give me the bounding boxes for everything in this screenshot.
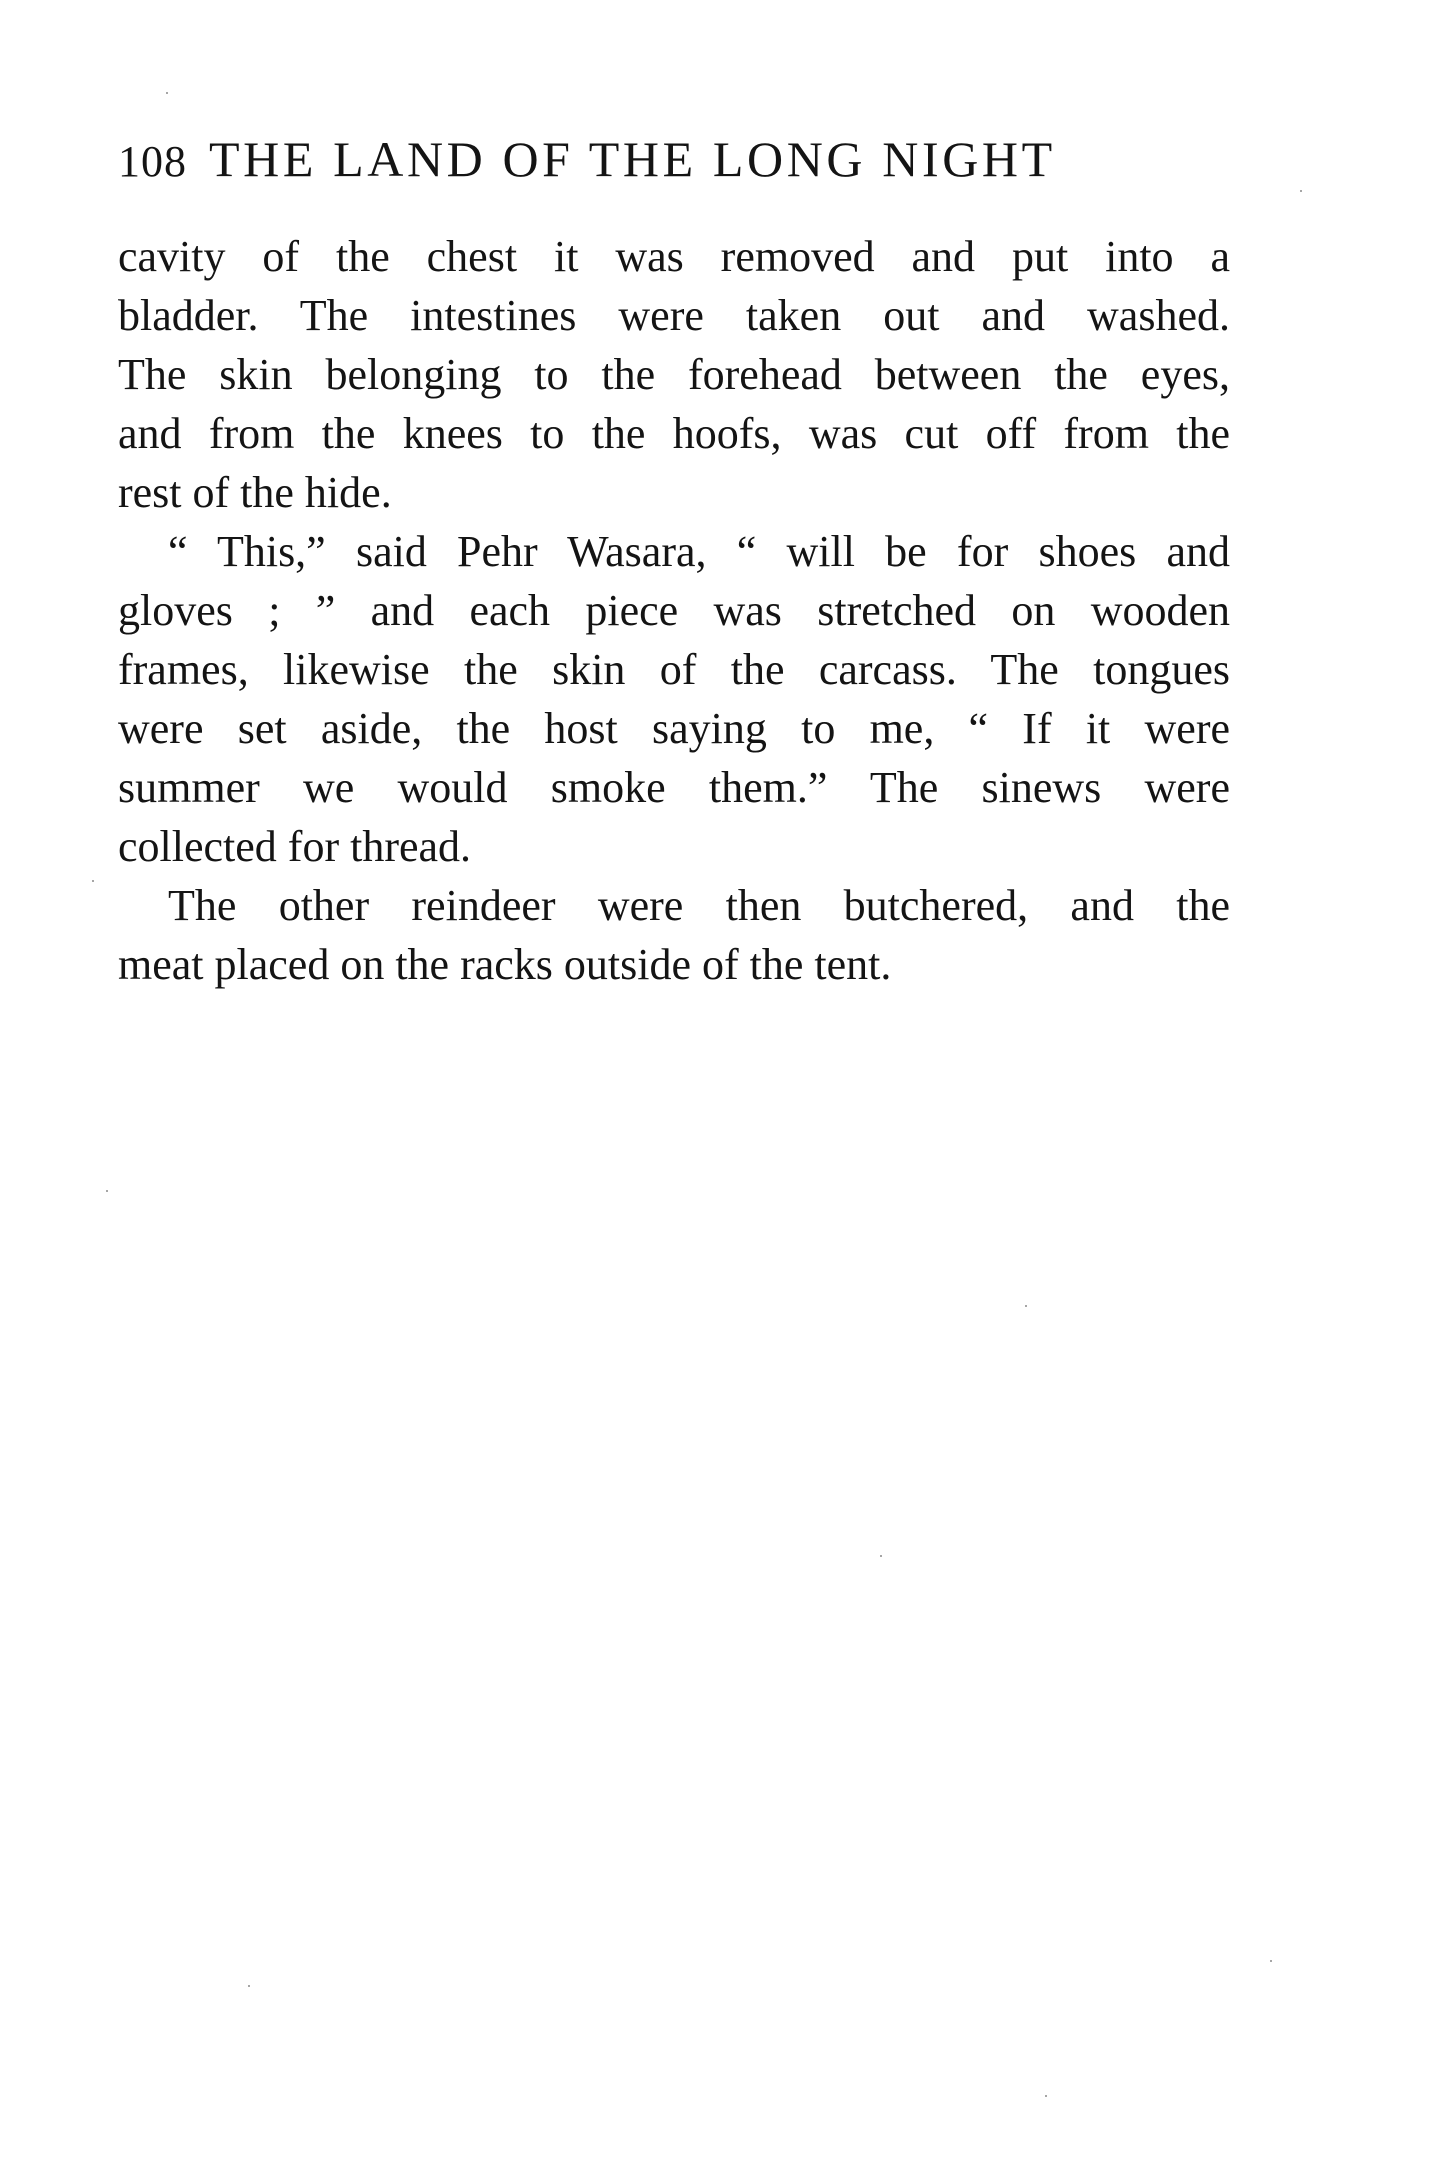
scan-speck [92,880,94,882]
paragraph-2 [118,522,1230,876]
scan-speck [1025,1305,1027,1307]
text-line: cavity of the chest it was removed and put into a [118,232,1230,281]
running-title: THE LAND OF THE LONG NIGHT [209,131,1056,187]
text-line: summer we would smoke them.” The sinews were [118,763,1230,812]
scan-speck [1045,2095,1047,2097]
text-line: meat placed on the racks outside of the tent. [118,940,892,989]
text-line: The other reindeer were then butchered, and the [168,881,1230,930]
scan-speck [248,1985,250,1987]
text-line: collected for thread. [118,822,472,871]
scan-speck [106,1190,108,1192]
scan-speck [1300,190,1302,192]
text-line: frames, likewise the skin of the carcass. The tongues [118,645,1230,694]
text-line: “ This,” said Pehr Wasara, “ will be for shoes and [168,527,1230,576]
text-line: rest of the hide. [118,468,392,517]
page-number: 108 [118,137,187,186]
text-line: bladder. The intestines were taken out and washed. [118,291,1230,340]
scan-speck [166,92,168,94]
text-line: were set aside, the host saying to me, “ If it were [118,704,1230,753]
text-line: gloves ; ” and each piece was stretched on wooden [118,586,1230,635]
scan-speck [880,1555,882,1557]
page-header [118,130,1230,190]
paragraph-1 [118,227,1230,522]
paragraph-3 [118,876,1230,994]
text-line: and from the knees to the hoofs, was cut off from the [118,409,1230,458]
body-text [118,227,1230,994]
scan-speck [1270,1960,1272,1962]
text-line: The skin belonging to the forehead between the eyes, [118,350,1230,399]
